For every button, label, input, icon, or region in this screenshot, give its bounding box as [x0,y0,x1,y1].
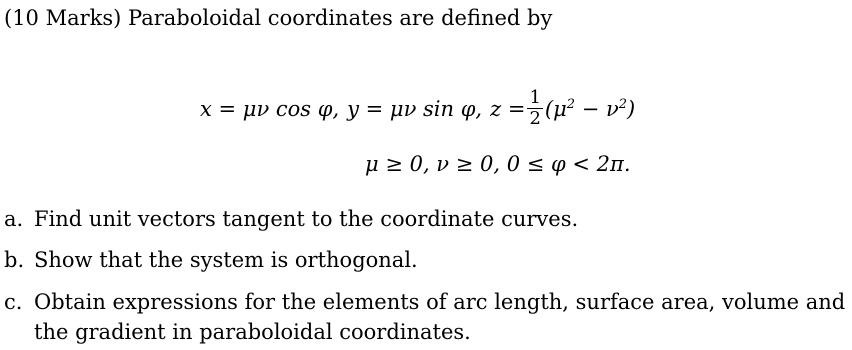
equation-z-rhs: $(\mu^2 - \nu^2)$ [544,96,636,121]
question-a-label: a. [4,207,24,231]
equation-x: x = μν cos φ, [200,96,340,121]
equation-y: y = μν sin φ, [347,96,483,121]
question-b [4,248,418,272]
question-b-label: b. [4,248,25,272]
fraction-one-half [527,88,542,129]
problem-intro: (10 Marks) Paraboloidal coordinates are defined by [4,6,553,30]
fraction-numerator: 1 [529,87,541,108]
question-a-text: Find unit vectors tangent to the coordinate curves. [34,207,579,231]
question-c-continued: the gradient in paraboloidal coordinates. [34,320,471,344]
equation-constraints: μ ≥ 0, ν ≥ 0, 0 ≤ φ < 2π. [365,152,631,176]
question-a [4,207,578,231]
equation-z-lhs: z = [490,96,526,121]
equation-definitions [200,88,635,129]
question-c [4,290,845,314]
fraction-denominator: 2 [529,108,541,129]
question-c-label: c. [4,290,23,314]
question-b-text: Show that the system is orthogonal. [34,248,418,272]
question-c-text: Obtain expressions for the elements of arc length, surface area, volume and [34,290,846,314]
